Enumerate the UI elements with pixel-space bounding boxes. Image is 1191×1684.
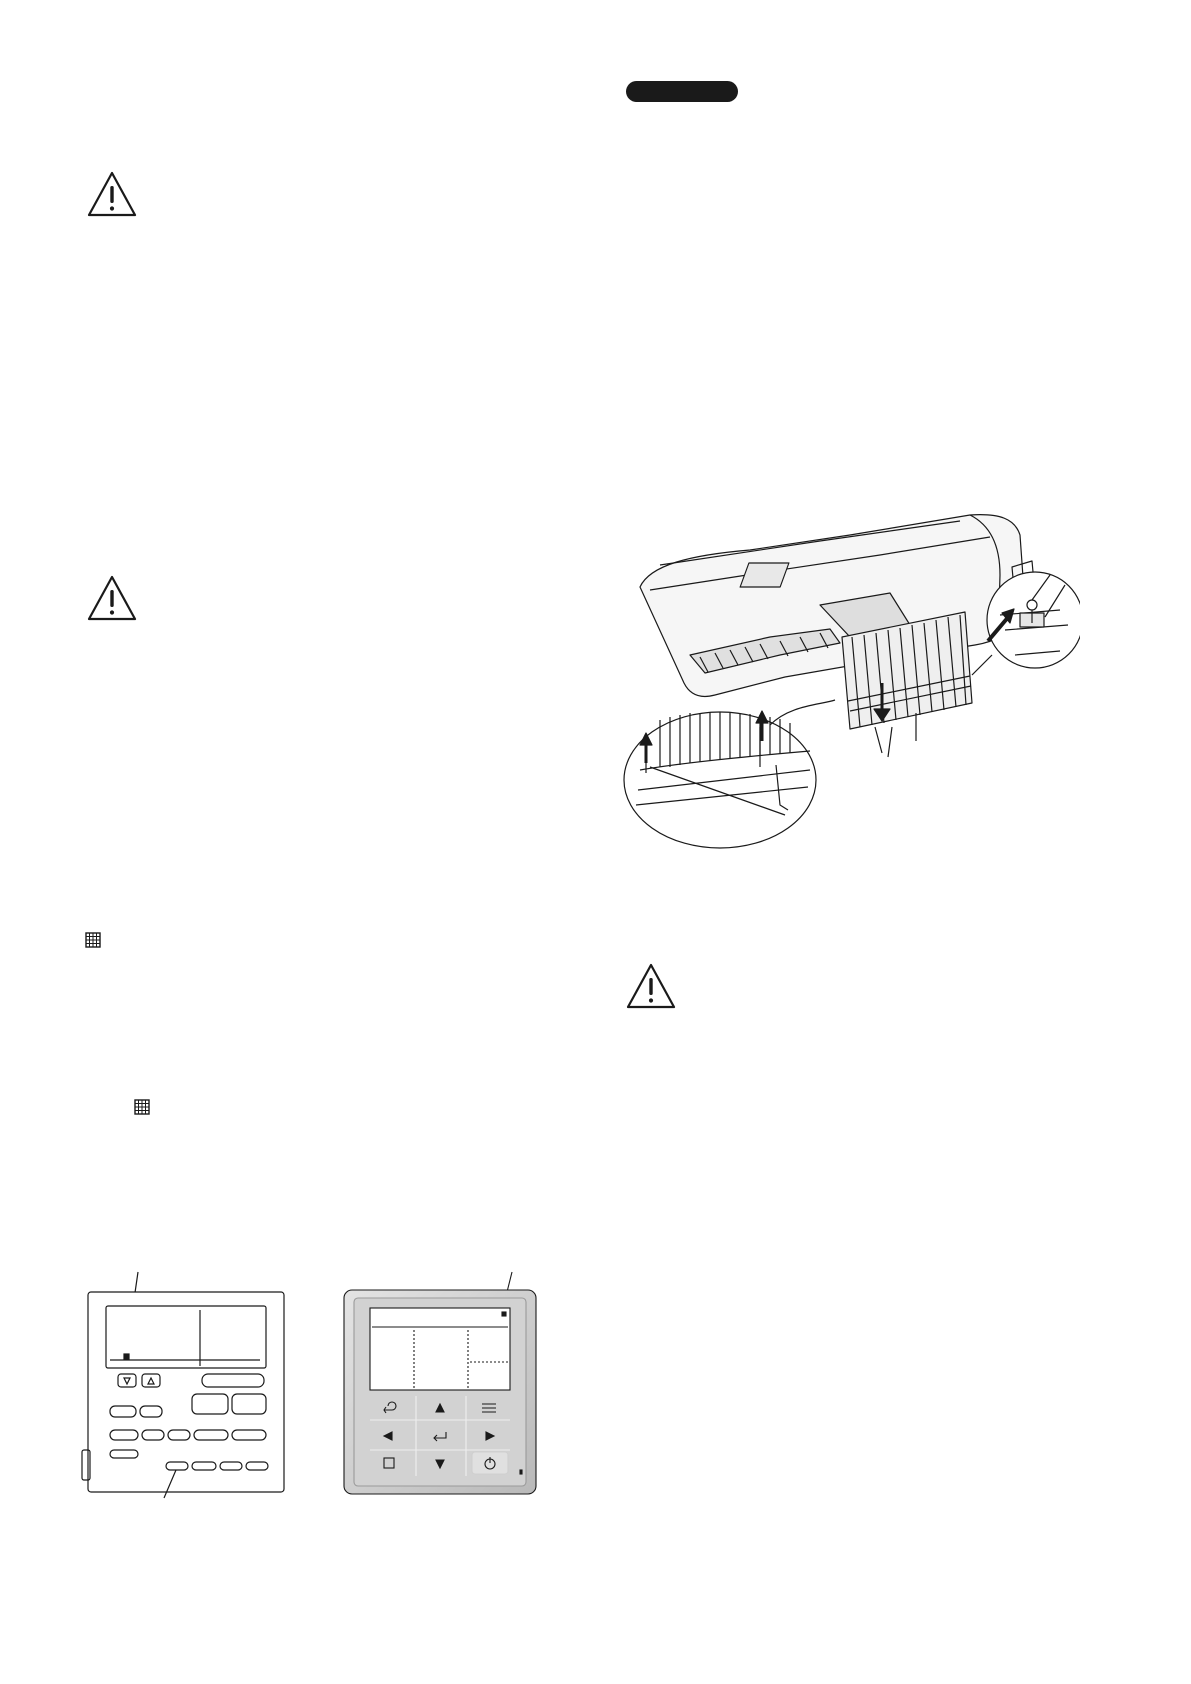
section-tab: [626, 81, 738, 102]
touch-key-remote-controller: [340, 1270, 540, 1500]
warning-triangle-icon: [86, 574, 138, 622]
wired-remote-controller: [80, 1270, 290, 1500]
warning-triangle-icon: [86, 170, 138, 218]
filter-grid-icon: [85, 932, 101, 948]
indoor-unit-filter-illustration: [620, 505, 1080, 905]
warning-triangle-icon: [625, 962, 677, 1010]
filter-grid-icon: [134, 1099, 150, 1115]
